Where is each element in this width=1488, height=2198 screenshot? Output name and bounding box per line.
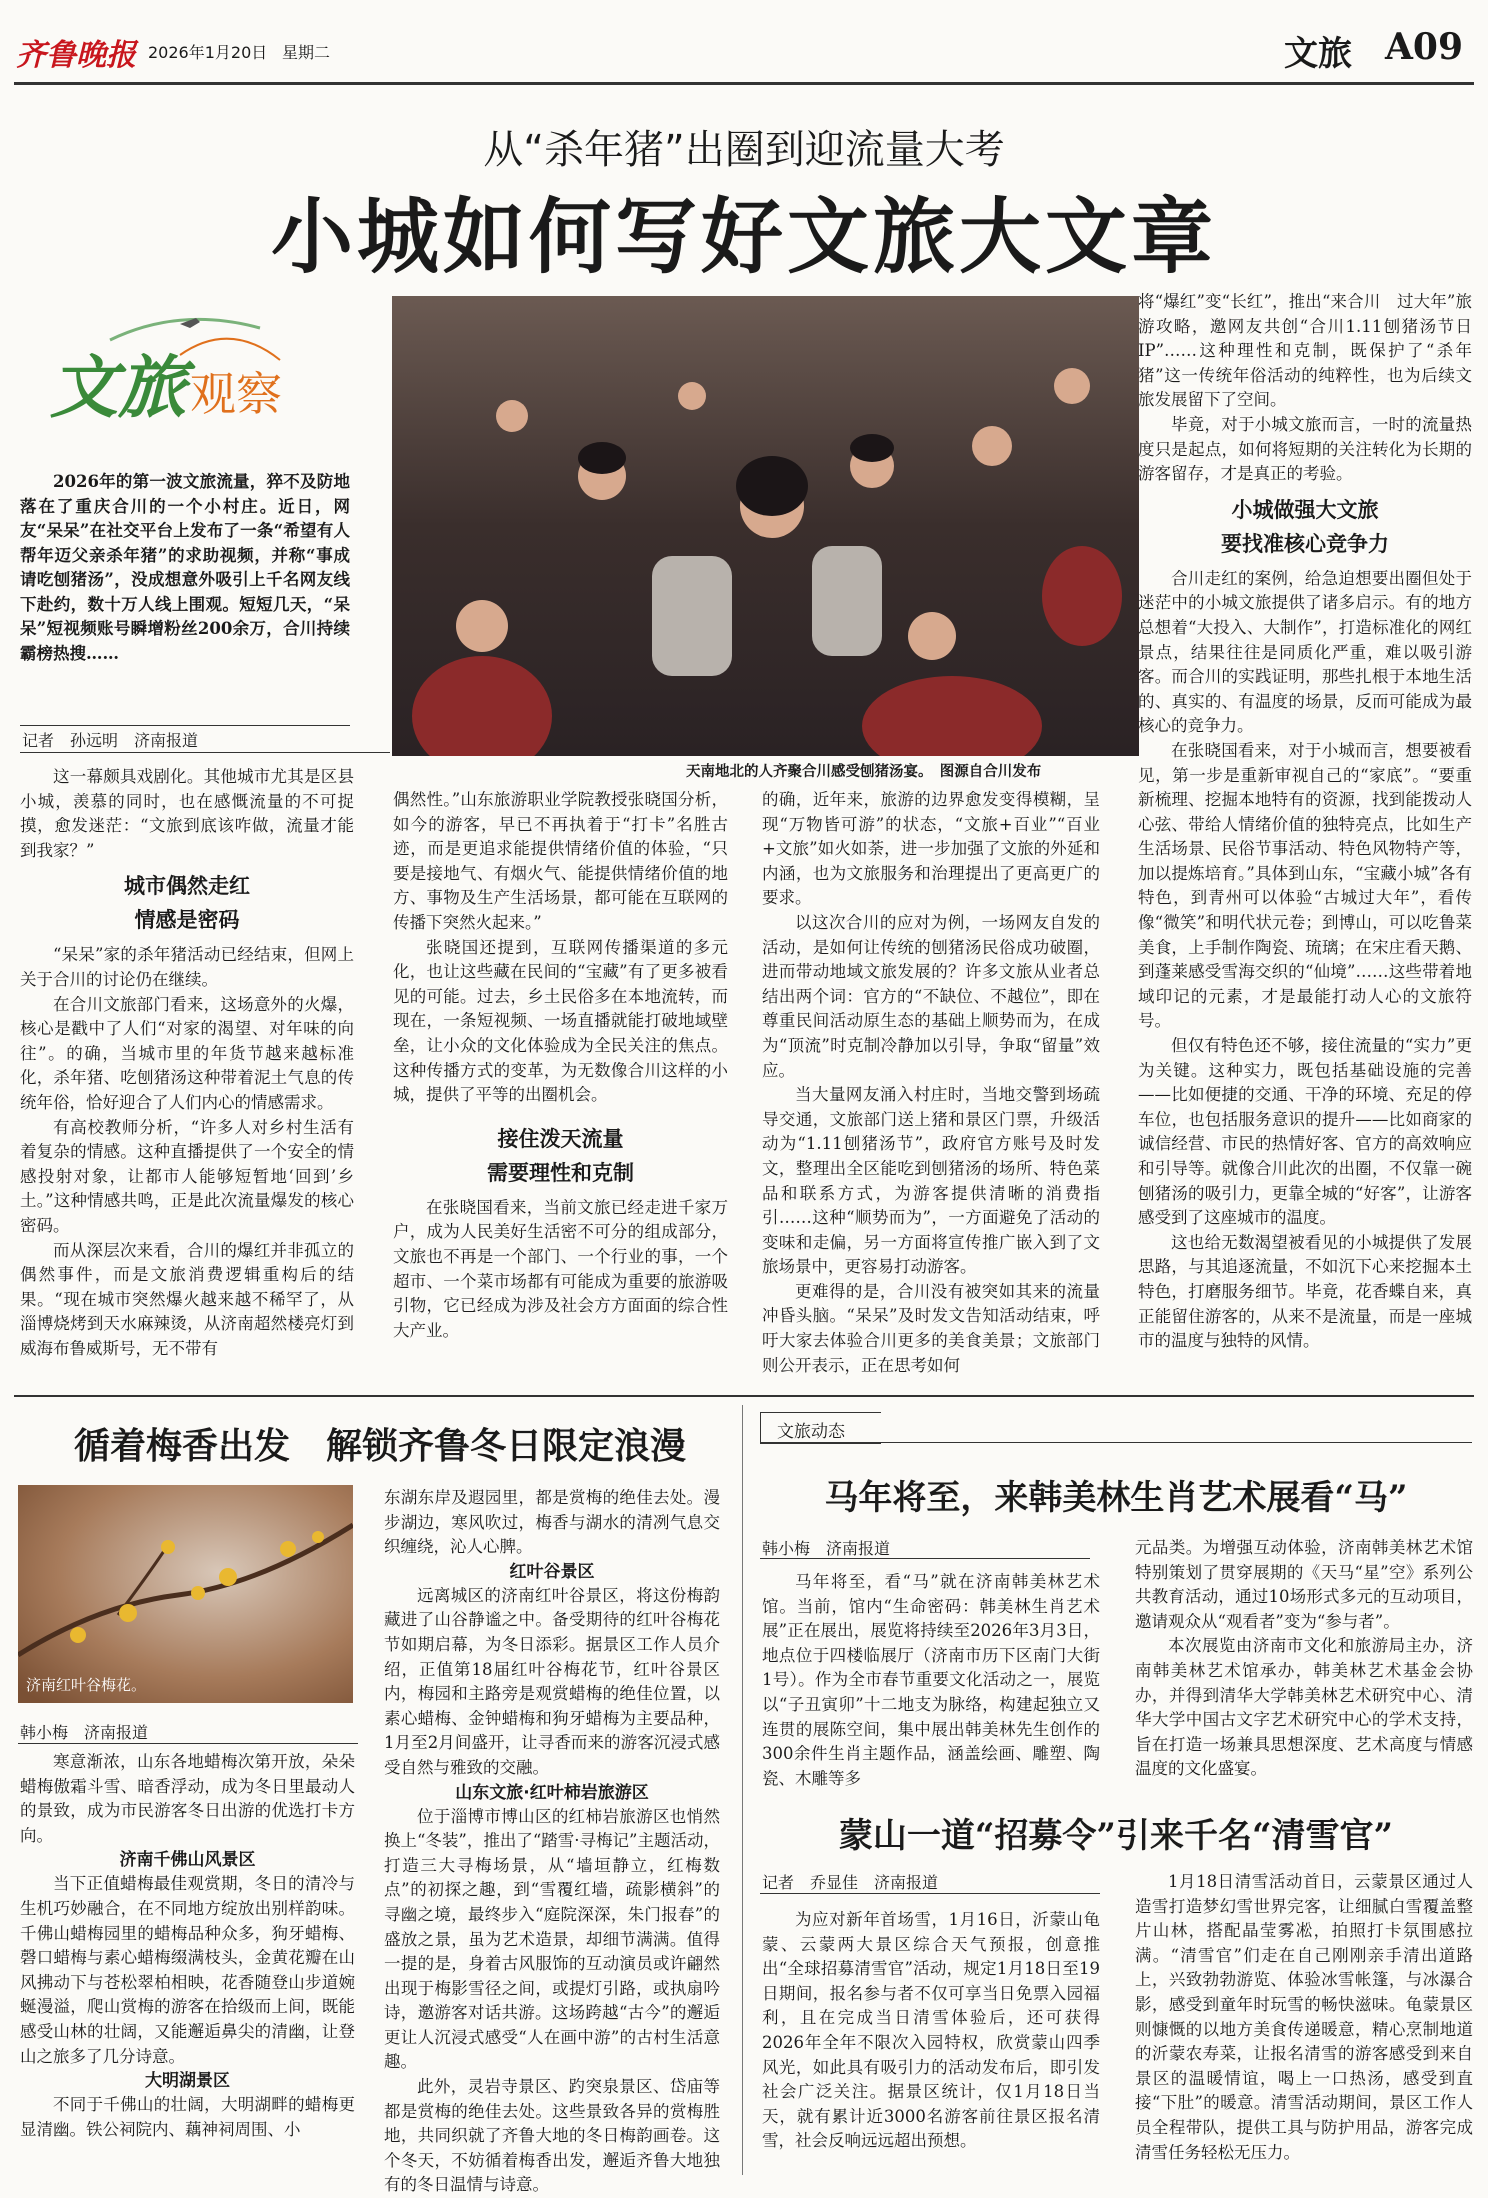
page-number: A09 (1385, 26, 1464, 68)
horse-byline: 韩小梅 济南报道 (762, 1539, 891, 1558)
news-tag-label: 文旅动态 (777, 1422, 845, 1442)
section-name: 文旅 (1284, 34, 1352, 74)
section-divider (14, 1395, 1474, 1397)
crowd-photo (392, 296, 1139, 756)
lead-kicker: 从“杀年猪”出圈到迎流量大考 (483, 127, 1005, 173)
header-rule (14, 82, 1474, 85)
plum-column-2: 东湖东岸及遐园里，都是赏梅的绝佳去处。漫步湖边，寒风吹过，梅香与湖水的清冽气息交织缠绕，沁人心脾。 红叶谷景区 远离城区的济南红叶谷景区，将这份梅韵藏进了山谷静谧之中。备受期待的红叶谷梅花节如期启幕，为冬日添彩。据景区工作人员介绍，正值第18届红叶谷梅花节，红叶谷景区内，梅园和主路旁是观赏蜡梅的绝佳位置，以素心蜡梅、金钟蜡梅和狗牙蜡梅为主要品种，1月至2月间盛开，让寻香而来的游客沉浸式感受自然与雅致的交融。 山东文旅·红叶柿岩旅游区 位于淄博市博山区的红柿岩旅游区也悄然换上“冬装”，推出了“踏雪·寻梅记”主题活动，打造三大寻梅场景，从“墙垣静立，红梅数点”的初探之趣，到“雪覆红墙，疏影横斜”的寻幽之境，最终步入“庭院深深，朱门报春”的盛放之景，虽为艺术造景，却细节满满。值得一提的是，身着古风服饰的互动演员或许翩然出现于梅影雪径之间，或提灯引路，或执扇吟诗，邀游客对话共游。这场跨越“古今”的邂逅更让人沉浸式感受“人在画中游”的古村生活意趣。 此外，灵岩寺景区、趵突泉景区、岱庙等都是赏梅的绝佳去处。这些景致各异的赏梅胜地，共同织就了齐鲁大地的冬日梅韵画卷。这个冬天，不妨循着梅香出发，邂逅齐鲁大地独有的冬日温情与诗意。 (384, 1488, 720, 2195)
horse-headline: 马年将至，来韩美林生肖艺术展看“马” (824, 1478, 1408, 1518)
subhead-1: 城市偶然走红 情感是密码 (124, 874, 250, 933)
news-tag (760, 1412, 881, 1444)
issue-date: 2026年1月20日 (148, 43, 268, 62)
horse-byline-rule (760, 1558, 1090, 1559)
issue-weekday: 星期二 (282, 43, 331, 62)
snow-byline: 记者 乔显佳 济南报道 (762, 1873, 939, 1892)
plum-photo-caption: 济南红叶谷梅花。 (26, 1676, 147, 1694)
news-tag-rule (760, 1442, 1472, 1443)
subhead-3: 小城做强大文旅 要找准核心竞争力 (1221, 497, 1389, 556)
plum-blossom-photo (18, 1485, 353, 1703)
plum-column-1: 寒意渐浓，山东各地蜡梅次第开放，朵朵蜡梅傲霜斗雪、暗香浮动，成为冬日里最动人的景致，成为市民游客冬日出游的优选打卡方向。 济南千佛山风景区 当下正值蜡梅最佳观赏期，冬日的清冷与生机巧妙融合，在不同地方绽放出别样韵味。千佛山蜡梅园里的蜡梅品种众多，狗牙蜡梅、磬口蜡梅与素心蜡梅缀满枝头，金黄花瓣在山风拂动下与苍松翠柏相映，花香随登山步道婉蜒漫溢，爬山赏梅的游客在拾级而上间，既能感受山林的壮阔，又能邂逅鼻尖的清幽，让登山之旅多了几分诗意。 大明湖景区 不同于千佛山的壮阔，大明湖畔的蜡梅更显清幽。铁公祠院内、藕神祠周围、小 (20, 1752, 355, 2139)
lead-column-1: 这一幕颇具戏剧化。其他城市尤其是区县小城，羡慕的同时，也在感慨流量的不可捉摸，愈发迷茫：“文旅到底该咋做，流量才能到我家？” 城市偶然走红 情感是密码 “呆呆”家的杀年猪活动已经结束，但网上关于合川的讨论仍在继续。 在合川文旅部门看来，这场意外的火爆，核心是戳中了人们“对家的渴望、对年味的向往”。的确，当城市里的年货节越来越标准化，杀年猪、吃刨猪汤这种带着泥土气息的传统年俗，恰好迎合了人们内心的情感需求。 有高校教师分析，“许多人对乡村生活有着复杂的情感。这种直播提供了一个安全的情感投射对象，让都市人能够短暂地‘回到’乡土。”这种情感共鸣，正是此次流量爆发的核心密码。 而从深层次来看，合川的爆红并非孤立的偶然事件，而是文旅消费逻辑重构后的结果。“现在城市突然爆火越来越不稀罕了，从淄博烧烤到天水麻辣烫，从济南超然楼亮灯到威海布鲁威斯号，无不带有 (20, 767, 354, 1358)
horse-column-1: 马年将至，看“马”就在济南韩美林艺术馆。当前，馆内“生命密码：韩美林生肖艺术展”正在展出，展览将持续至2026年3月3日，地点位于四楼临展厅（济南市历下区南门大街1号）。作为全市春节重要文化活动之一，展览以“子丑寅卯”十二地支为脉络，构建起独立又连贯的展陈空间，集中展出韩美林先生创作的300余件生肖主题作品，涵盖绘画、雕塑、陶瓷、木雕等多 (762, 1572, 1100, 1788)
horse-column-2: 元品类。为增强互动体验，济南韩美林艺术馆特别策划了贯穿展期的《天马“星”空》系列公共教育活动，通过10场形式多元的互动项目，邀请观众从“观看者”变为“参与者”。 本次展览由济南市文化和旅游局主办，济南韩美林艺术馆承办，韩美林艺术基金会协办，并得到清华大学韩美林艺术研究中心、清华大学中国古文字艺术研究中心的学术支持，旨在打造一场兼具思想深度、艺术高度与情感温度的文化盛宴。 (1135, 1538, 1473, 1779)
snow-column-2: 1月18日清雪活动首日，云蒙景区通过人造雪打造梦幻雪世界完客，让细腻白雪覆盖整片山林，搭配晶莹雾凇，拍照打卡氛围感拉满。“清雪官”们走在自己刚刚亲手清出道路上，兴致勃勃游览、体验冰雪帐篷，与冰瀑合影，感受到童年时玩雪的畅快滋味。龟蒙景区则慷慨的以地方美食传递暖意，精心烹制地道的沂蒙农寿菜，让报名清雪的游客感受到来自景区的温暖情谊，喝上一口热汤，感受到直接“下肚”的暖意。清雪活动期间，景区工作人员全程带队，提供工具与防护用品，游客完成清雪任务轻松无压力。 (1135, 1872, 1473, 2162)
vertical-divider (742, 1405, 743, 2175)
byline-rule-bottom (20, 752, 390, 753)
subhead-2: 接住泼天流量 需要理性和克制 (487, 1126, 634, 1185)
plum-byline: 韩小梅 济南报道 (20, 1723, 149, 1742)
snow-column-1: 为应对新年首场雪，1月16日，沂蒙山龟蒙、云蒙两大景区综合天气预报，创意推出“全球招募清雪官”活动，规定1月18日至19日期间，报名参与者不仅可享当日免票入园福利，且在完成当日清雪体验后，还可获得2026年全年不限次入园特权，欣赏蒙山四季风光，如此具有吸引力的活动发布后，即引发社会广泛关注。据景区统计，仅1月18日当天，就有累计近3000名游客前往景区报名清雪，社会反响远远超出预想。 (762, 1910, 1100, 2151)
plum-byline-rule (18, 1743, 358, 1744)
lead-column-3: 的确，近年来，旅游的边界愈发变得模糊，呈现“万物皆可游”的状态，“文旅+百业”“百业+文旅”如火如荼，进一步加强了文旅的外延和内涵，也为文旅服务和治理提出了更高更广的要求。 以这次合川的应对为例，一场网友自发的活动，是如何让传统的刨猪汤民俗成功破圈，进而带动地域文旅发展的？许多文旅从业者总结出两个词：官方的“不缺位、不越位”，即在尊重民间活动原生态的基础上顺势而为，在成为“顶流”时克制冷静加以引导，争取“留量”效应。 当大量网友涌入村庄时，当地交警到场疏导交通，文旅部门送上猪和景区门票，升级活动为“1.11刨猪汤节”，政府官方账号及时发文，整理出全区能吃到刨猪汤的场所、特色菜品和联系方式，为游客提供清晰的消费指引……这种“顺势而为”，一方面避免了活动的变味和走偏，另一方面将宣传推广嵌入到了文旅场景中，更容易打动游客。 更难得的是，合川没有被突如其来的流量冲昏头脑。“呆呆”及时发文告知活动结束，呼吁大家去体验合川更多的美食美景；文旅部门则公开表示，正在思考如何 (762, 790, 1100, 1375)
plum-subhead-daminghu: 大明湖景区 (145, 2071, 230, 2092)
byline-rule (20, 725, 350, 726)
wenlv-column-logo (30, 300, 330, 460)
plum-subhead-qianfoshan: 济南千佛山风景区 (119, 1850, 256, 1871)
plum-subhead-hongyegu: 红叶谷景区 (509, 1561, 595, 1582)
lead-headline: 小城如何写好文旅大文章 (270, 189, 1217, 285)
lead-column-2: 偶然性。”山东旅游职业学院教授张晓国分析，如今的游客，早已不再执着于“打卡”名胜古迹，而是更追求能提供情绪价值的体验，“只要是接地气、有烟火气、能提供情绪价值的地方、事物及生产生活场景，都可能在互联网的传播下突然火起来。” 张晓国还提到，互联网传播渠道的多元化，也让这些藏在民间的“宝藏”有了更多被看见的可能。过去，乡土民俗多在本地流转，而现在，一条短视频、一场直播就能打破地域壁垒，让小众的文化体验成为全民关注的焦点。这种传播方式的变革，为无数像合川这样的小城，提供了平等的出圈机会。 接住泼天流量 需要理性和克制 在张晓国看来，当前文旅已经走进千家万户，成为人民美好生活密不可分的组成部分，文旅也不再是一个部门、一个行业的事，一个超市、一个菜市场都有可能成为重要的旅游吸引物，它已经成为涉及社会方方面面的综合性大产业。 (393, 790, 728, 1340)
lead-column-4: 将“爆红”变“长红”，推出“来合川 过大年”旅游攻略，邀网友共创“合川1.11刨猪汤节日IP”……这种理性和克制，既保护了“杀年猪”这一传统年俗活动的纯粹性，也为后续文旅发展留下了空间。 毕竟，对于小城文旅而言，一时的流量热度只是起点，如何将短期的关注转化为长期的游客留存，才是真正的考验。 小城做强大文旅 要找准核心竞争力 合川走红的案例，给急迫想要出圈但处于迷茫中的小城文旅提供了诸多启示。有的地方总想着“大投入、大制作”，打造标准化的网红景点，结果往往是同质化严重，难以吸引游客。而合川的实践证明，那些扎根于本地生活的、真实的、有温度的场景，反而可能成为最核心的竞争力。 在张晓国看来，对于小城而言，想要被看见，第一步是重新审视自己的“家底”。“要重新梳理、挖掘本地特有的资源，找到能拨动人心弦、带给人情绪价值的独特亮点，比如生产生活场景、民俗节事活动、特色风物特产等，加以提炼培育。”具体到山东，“宝藏小城”各有特色，到青州可以体验“古城过大年”，看传像“微笑”和明代状元卷；到博山，可以吃鲁菜美食，上手制作陶瓷、琉璃；在宋庄看天鹅、到蓬莱感受雪海交织的“仙境”……这些带着地域印记的元素，才是最能打动人心的文旅符号。 但仅有特色还不够，接住流量的“实力”更为关键。这种实力，既包括基础设施的完善——比如便捷的交通、干净的环境、充足的停车位，也包括服务意识的提升——比如商家的诚信经营、市民的热情好客、官方的高效响应和引导等。就像合川此次的出圈，不仅靠一碗刨猪汤的吸引力，更靠全城的“好客”，让游客感受到了这座城市的温度。 这也给无数渴望被看见的小城提供了发展思路，与其追逐流量，不如沉下心来挖掘本土特色，打磨服务细节。毕竟，花香蝶自来，真正能留住游客的，从来不是流量，而是一座城市的温度与独特的风情。 (1138, 292, 1472, 1351)
logo-wenlv: 文旅 (50, 348, 187, 428)
masthead-logo: 齐鲁晚报 (16, 38, 136, 73)
plum-subhead-hongshiyan: 山东文旅·红叶柿岩旅游区 (455, 1782, 649, 1803)
snow-byline-rule (760, 1893, 1100, 1894)
plum-headline: 循着梅香出发 解锁齐鲁冬日限定浪漫 (73, 1425, 686, 1467)
lead-intro: 2026年的第一波文旅流量，猝不及防地落在了重庆合川的一个小村庄。近日，网友“呆呆”在社交平台上发布了一条“希望有人帮年迈父亲杀年猪”的求助视频，并称“事成请吃刨猪汤”，没成想意外吸引上千名网友线下赴约，数十万人线上围观。短短几天，“呆呆”短视频账号瞬增粉丝200余万，合川持续霸榜热搜…… (20, 472, 350, 663)
lead-byline: 记者 孙远明 济南报道 (22, 731, 199, 750)
snow-headline: 蒙山一道“招募令”引来千名“清雪官” (838, 1816, 1394, 1856)
lead-photo-caption: 天南地北的人齐聚合川感受刨猪汤宴。 图源自合川发布 (686, 764, 1042, 780)
logo-guancha: 观察 (190, 367, 282, 421)
